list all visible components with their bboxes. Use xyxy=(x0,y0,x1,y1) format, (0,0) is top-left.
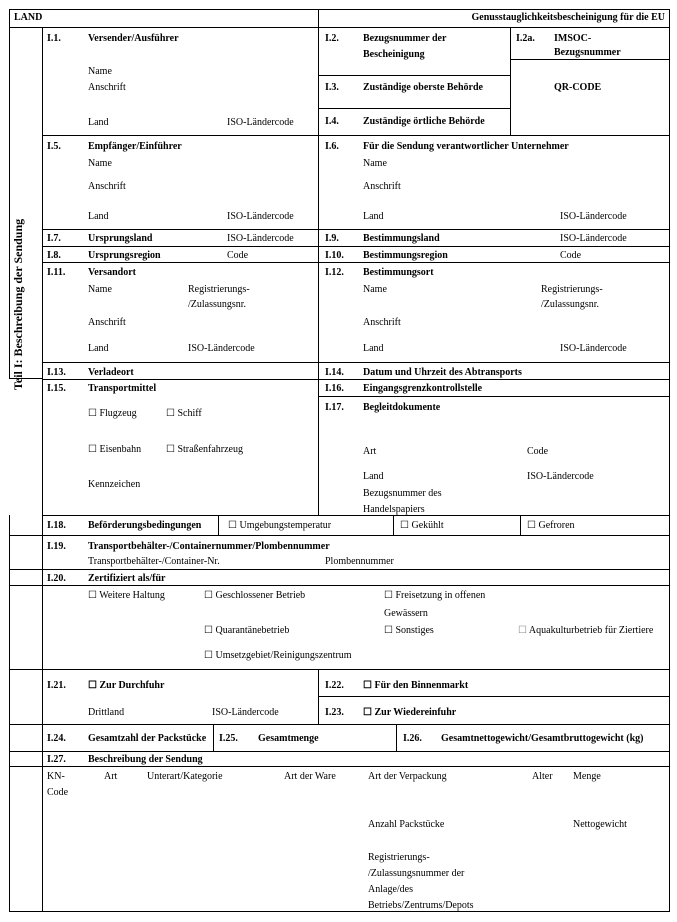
checkbox-ornamental-aquaculture[interactable] xyxy=(518,625,653,637)
checkbox-icon: ☐ xyxy=(228,520,237,531)
field-title: Versender/Ausführer xyxy=(88,33,179,44)
field-title: Bestimmungsland xyxy=(363,233,440,244)
field-title: Zuständige oberste Behörde xyxy=(363,82,483,93)
checkbox-internal-market[interactable] xyxy=(363,680,468,692)
option-label: Freisetzung in offenen xyxy=(395,590,486,601)
seal-label: Plombennummer xyxy=(325,556,394,567)
checkbox-road[interactable] xyxy=(166,444,243,456)
field-number: I.5. xyxy=(47,141,61,152)
country-label: Land xyxy=(88,343,109,354)
country-label: Land xyxy=(363,211,384,222)
option-label: Geschlossener Betrieb xyxy=(215,590,306,601)
option-label: Quarantänebetrieb xyxy=(215,625,290,636)
checkbox-icon: ☐ xyxy=(88,444,97,455)
registration-label-line-1: Registrierungs- xyxy=(188,284,250,295)
commodity-label: Art der Ware xyxy=(284,771,336,782)
option-label: Weitere Haltung xyxy=(99,590,165,601)
checkbox-icon: ☐ xyxy=(363,680,372,691)
plant-label-line-4: Betriebs/Zentrums/Depots xyxy=(368,900,474,911)
field-title: Versandort xyxy=(88,267,136,278)
field-number: I.1. xyxy=(47,33,61,44)
checkbox-ambient[interactable] xyxy=(228,520,331,532)
iso-label: ISO-Ländercode xyxy=(227,117,294,128)
field-number: I.22. xyxy=(325,680,344,691)
option-label: Straßenfahrzeug xyxy=(177,444,243,455)
field-title-line-2: Bezugsnummer xyxy=(554,47,621,58)
option-label: Schiff xyxy=(177,408,202,419)
field-title: Zur Durchfuhr xyxy=(99,680,165,691)
field-title: Eingangsgrenzkontrollstelle xyxy=(363,383,483,394)
checkbox-icon: ☐ xyxy=(166,408,175,419)
checkbox-ship[interactable] xyxy=(166,408,202,420)
checkbox-icon: ☐ xyxy=(88,680,97,691)
name-label: Name xyxy=(88,158,112,169)
field-number: I.26. xyxy=(403,733,422,744)
field-title: Ursprungsland xyxy=(88,233,153,244)
field-number: I.17. xyxy=(325,402,344,413)
checkbox-icon: ☐ xyxy=(204,650,213,661)
iso-label: ISO-Ländercode xyxy=(560,211,627,222)
checkbox-icon: ☐ xyxy=(88,590,97,601)
field-number: I.11. xyxy=(47,267,66,278)
field-number: I.3. xyxy=(325,82,339,93)
field-number: I.18. xyxy=(47,520,66,531)
field-number: I.6. xyxy=(325,141,339,152)
registration-label-line-2: /Zulassungsnr. xyxy=(188,299,247,310)
checkbox-icon: ☐ xyxy=(384,590,393,601)
name-label: Name xyxy=(363,284,387,295)
country-label: Land xyxy=(88,211,109,222)
checkbox-icon: ☐ xyxy=(166,444,175,455)
cn-code-label-line-2: Code xyxy=(47,787,69,798)
iso-label: ISO-Ländercode xyxy=(227,233,294,244)
checkbox-other[interactable] xyxy=(384,625,434,637)
field-title: Transportbehälter-/Containernummer/Plombennummer xyxy=(88,541,330,552)
field-title: Gesamtzahl der Packstücke xyxy=(88,733,207,744)
net-weight-label: Nettogewicht xyxy=(573,819,627,830)
field-title: Für den Binnenmarkt xyxy=(374,680,469,691)
field-title-line-1: IMSOC- xyxy=(554,33,592,44)
field-number: I.13. xyxy=(47,367,66,378)
age-label: Alter xyxy=(532,771,553,782)
iso-label: ISO-Ländercode xyxy=(188,343,255,354)
third-country-label: Drittland xyxy=(88,707,125,718)
field-title: Zuständige örtliche Behörde xyxy=(363,116,485,127)
code-label: Code xyxy=(527,446,549,457)
checkbox-further-keeping[interactable] xyxy=(88,590,165,602)
country-label: Land xyxy=(363,343,384,354)
option-label: Sonstiges xyxy=(395,625,434,636)
address-label: Anschrift xyxy=(88,82,126,93)
address-label: Anschrift xyxy=(363,181,401,192)
name-label: Name xyxy=(88,284,112,295)
option-label: Umsetzgebiet/Reinigungszentrum xyxy=(215,650,352,661)
field-title: Bestimmungsregion xyxy=(363,250,448,261)
field-title: Ursprungsregion xyxy=(88,250,161,261)
checkbox-relaying-area[interactable] xyxy=(204,650,352,662)
address-label: Anschrift xyxy=(88,181,126,192)
field-title: Beförderungsbedingungen xyxy=(88,520,202,531)
cn-code-label-line-1: KN- xyxy=(47,771,65,782)
box-i24[interactable] xyxy=(42,724,213,751)
field-title-line-2: Bescheinigung xyxy=(363,49,425,60)
plant-label-line-3: Anlage/des xyxy=(368,884,413,895)
country-label: Land xyxy=(363,471,384,482)
subspecies-label: Unterart/Kategorie xyxy=(147,771,223,782)
checkbox-icon: ☐ xyxy=(400,520,409,531)
field-number: I.12. xyxy=(325,267,344,278)
field-title: Transportmittel xyxy=(88,383,157,394)
field-title: Gesamtnettogewicht/Gesamtbruttogewicht (kg) xyxy=(441,733,644,744)
field-number: I.23. xyxy=(325,707,344,718)
field-number: I.2a. xyxy=(516,33,535,44)
checkbox-icon: ☐ xyxy=(204,590,213,601)
country-label: Land xyxy=(88,117,109,128)
iso-label: ISO-Ländercode xyxy=(560,233,627,244)
reference-label-line-1: Bezugsnummer des xyxy=(363,488,442,499)
field-number: I.16. xyxy=(325,383,344,394)
container-label: Transportbehälter-/Container-Nr. xyxy=(88,556,220,567)
packages-label: Anzahl Packstücke xyxy=(368,819,445,830)
checkbox-icon: ☐ xyxy=(518,625,527,636)
field-number: I.10. xyxy=(325,250,344,261)
checkbox-icon: ☐ xyxy=(204,625,213,636)
registration-label-line-1: Registrierungs- xyxy=(541,284,603,295)
iso-label: ISO-Ländercode xyxy=(212,707,279,718)
packaging-label: Art der Verpackung xyxy=(368,771,447,782)
checkbox-plane[interactable] xyxy=(88,408,137,420)
checkbox-icon: ☐ xyxy=(527,520,536,531)
species-label: Art xyxy=(104,771,118,782)
checkbox-closed-establishment[interactable] xyxy=(204,590,305,602)
qr-code-label: QR-CODE xyxy=(554,82,602,93)
field-number: I.24. xyxy=(47,733,66,744)
code-label: Code xyxy=(227,250,249,261)
iso-label: ISO-Ländercode xyxy=(560,343,627,354)
checkbox-reentry[interactable] xyxy=(363,707,456,719)
plant-label-line-1: Registrierungs- xyxy=(368,852,430,863)
checkbox-icon: ☐ xyxy=(363,707,372,718)
field-title: Für die Sendung verantwortlicher Unternehmer xyxy=(363,141,569,152)
certificate-title: Genusstauglichkeitsbescheinigung für die EU xyxy=(471,12,665,23)
field-number: I.21. xyxy=(47,680,66,691)
reference-label-line-2: Handelspapiers xyxy=(363,504,425,515)
code-label: Code xyxy=(560,250,582,261)
field-number: I.2. xyxy=(325,33,339,44)
field-title: Datum und Uhrzeit des Abtransports xyxy=(363,367,522,378)
field-title: Zur Wiedereinfuhr xyxy=(374,707,457,718)
identification-label: Kennzeichen xyxy=(88,479,141,490)
field-number: I.14. xyxy=(325,367,344,378)
field-title: Verladeort xyxy=(88,367,134,378)
checkbox-chilled[interactable] xyxy=(400,520,444,532)
field-number: I.25. xyxy=(219,733,238,744)
iso-label: ISO-Ländercode xyxy=(227,211,294,222)
field-number: I.20. xyxy=(47,573,66,584)
country-heading: LAND xyxy=(14,12,43,23)
field-title: Empfänger/Einführer xyxy=(88,141,182,152)
field-number: I.4. xyxy=(325,116,339,127)
name-label: Name xyxy=(88,66,112,77)
field-title: Beschreibung der Sendung xyxy=(88,754,203,765)
field-number: I.19. xyxy=(47,541,66,552)
checkbox-release[interactable] xyxy=(384,590,485,602)
release-label-line-2: Gewässern xyxy=(384,608,428,619)
registration-label-line-2: /Zulassungsnr. xyxy=(541,299,600,310)
option-label: Gefroren xyxy=(538,520,575,531)
name-label: Name xyxy=(363,158,387,169)
checkbox-frozen[interactable] xyxy=(527,520,575,532)
checkbox-icon: ☐ xyxy=(384,625,393,636)
iso-label: ISO-Ländercode xyxy=(527,471,594,482)
checkbox-icon: ☐ xyxy=(88,408,97,419)
plant-label-line-2: /Zulassungsnummer der xyxy=(368,868,465,879)
checkbox-rail[interactable] xyxy=(88,444,141,456)
quantity-label: Menge xyxy=(573,771,601,782)
field-title: Gesamtmenge xyxy=(258,733,319,744)
field-number: I.7. xyxy=(47,233,61,244)
checkbox-quarantine[interactable] xyxy=(204,625,289,637)
address-label: Anschrift xyxy=(363,317,401,328)
option-label: Gekühlt xyxy=(411,520,444,531)
option-label: Eisenbahn xyxy=(99,444,142,455)
field-number: I.8. xyxy=(47,250,61,261)
field-title: Begleitdokumente xyxy=(363,402,441,413)
field-title: Bestimmungsort xyxy=(363,267,434,278)
field-title-line-1: Bezugsnummer der xyxy=(363,33,447,44)
checkbox-transit[interactable] xyxy=(88,680,164,692)
type-label: Art xyxy=(363,446,377,457)
option-label: Flugzeug xyxy=(99,408,137,419)
field-number: I.15. xyxy=(47,383,66,394)
option-label: Aquakulturbetrieb für Ziertiere xyxy=(528,625,654,636)
field-number: I.9. xyxy=(325,233,339,244)
field-number: I.27. xyxy=(47,754,66,765)
option-label: Umgebungstemperatur xyxy=(239,520,332,531)
address-label: Anschrift xyxy=(88,317,126,328)
field-title: Zertifiziert als/für xyxy=(88,573,166,584)
